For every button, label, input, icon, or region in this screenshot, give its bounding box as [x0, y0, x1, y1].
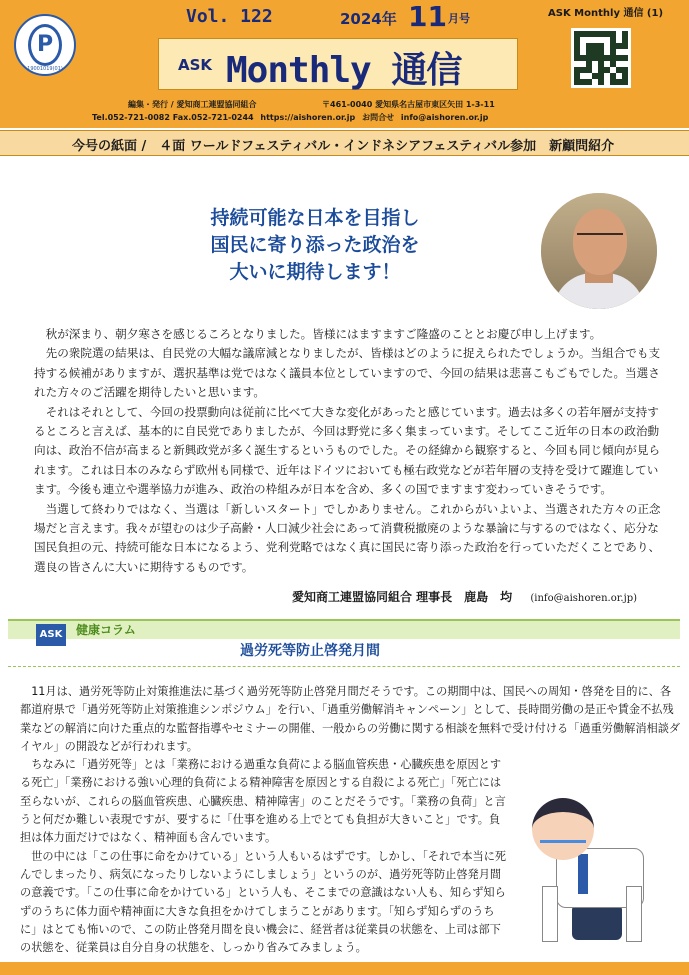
contact-email-link[interactable]: info@aishoren.or.jp	[400, 113, 489, 122]
contact-line	[92, 112, 492, 123]
signature-email: (info@aishoren.or.jp)	[530, 593, 637, 604]
ask-badge: ASK	[36, 624, 66, 646]
headline-line: 持続可能な日本を目指し	[210, 207, 420, 229]
article-paragraph: 秋が深まり、朝夕寒さを感じるころとなりました。皆様にはますますご隆盛のこととお慶び申し上げます。	[45, 327, 602, 341]
publisher: 編集・発行 / 愛知商工連盟協同組合	[128, 100, 257, 109]
chairman-portrait	[541, 193, 657, 309]
column-title: 過労死等防止啓発月間	[240, 643, 380, 659]
issue-year: 2024年	[340, 10, 397, 28]
contact-label: お問合せ	[362, 113, 395, 122]
volume-number: Vol. 122	[186, 6, 273, 27]
table-of-contents	[0, 130, 689, 156]
page-indicator: ASK Monthly 通信 (1)	[548, 8, 664, 19]
article-signature	[292, 588, 637, 605]
column-divider	[8, 666, 680, 667]
privacy-mark-logo	[14, 14, 76, 76]
column-paragraph: ちなみに「過労死等」とは「業務における過重な負荷による脳血管疾患・心臓疾患を原因とする死亡」「業務における強い心理的負荷による精神障害を原因とする自殺による死亡」「死亡には至らないが、これらの脳血管疾患、心臓疾患、精神障害」のことだそうです。「業務の負荷」と言うと何だか難しい表現ですが、要するに「仕事を進める上でとても負担が大きいこと」です。負担は体力面だけではなく、精神面も含んでいます。	[20, 758, 506, 845]
issue-month: 11	[408, 0, 447, 33]
exhausted-worker-illustration	[516, 790, 656, 950]
signature-name: 愛知商工連盟協同組合 理事長 鹿島 均	[292, 590, 513, 604]
main-article-body	[34, 325, 664, 577]
article-paragraph: それはそれとして、今回の投票動向は従前に比べて大きな変化があったと感じています。過去は多くの若年層が支持するところと言えば、基本的に自民党でありましたが、今回は野党に多く集まっています。そしてここ近年の日本の政治動向は、政治不信が高まると新興政党が多く誕生するというものでした。その経緯から観察すると、今回も同じ傾向が見られます。これは日本のみならず欧州も同様で、近年はドイツにおいても極右政党などが若年層の支持を受けて躍進しています。今後も連立や選挙協力が進み、政治の枠組みが日本を含め、多くの国でますます変わっていきそうです。	[34, 404, 661, 497]
website-link[interactable]: https://aishoren.or.jp	[260, 113, 356, 122]
headline-line: 国民に寄り添った政治を	[210, 234, 420, 256]
headline-line: 大いに期待します！	[229, 261, 401, 283]
article-paragraph: 当選して終わりではなく、当選は「新しいスタート」でしかありません。これからがいよいよ、当選された方々の正念場だと言えます。我々が望むのは少子高齢・人口減少社会にあって消費税撤廃のような暴論に与するのではなく、応分な国民負担の元、持続可能な日本になるよう、党利党略ではなく真に国民に寄り添った政治を行っていただくことであり、選良の皆さんに大いに期待するものです。	[34, 501, 661, 574]
newsletter-title: Monthly 通信	[226, 50, 462, 91]
brand-ask: ASK	[178, 56, 213, 74]
p-mark-icon: P	[28, 24, 62, 66]
column-paragraph: 11月は、過労死等防止対策推進法に基づく過労死等防止啓発月間だそうです。この期間中は、国民への周知・啓発を目的に、各都道府県で「過労死等防止対策推進シンポジウム」を行い、「過重労働解消キャンペーン」として、長時間労働の是正や賃金不払残業などの解消に向けた重点的な監督指導やセミナーの開催、一般からの労働に関する相談を無料で受け付ける「過重労働解消相談ダイヤル」の開設などが行われます。	[20, 685, 681, 753]
footer-bar	[0, 962, 689, 975]
address: 〒461-0040 愛知県名古屋市東区矢田 1-3-11	[322, 100, 495, 109]
logo-number: 19001019(01)	[27, 66, 63, 72]
main-headline	[130, 205, 500, 286]
issue-month-suffix: 月号	[448, 12, 470, 25]
qr-code-icon[interactable]	[571, 28, 631, 88]
column-paragraph: 世の中には「この仕事に命をかけている」という人もいるはずです。しかし、「それで本当に死んでしまったり、病気になったりしないようにしましょう」というのが、過労死等防止啓発月間の意義です。「この仕事に命をかけている」という人も、そこまでの意識はない人も、知らず知らずのうちに体力面や精神面に大きな負担をかけてしまうことがあります。「知らず知らずのうちに」はとても怖いので、この防止啓発月間を良い機会に、経営者は従業員の状態を、上司は部下の状態を、従業員は自分自身の状態を、しっかり省みてみましょう。	[20, 849, 507, 955]
toc-text: 今号の紙面 / ４面 ワールドフェスティバル・インドネシアフェスティバル参加 新顧問紹介	[72, 139, 615, 154]
column-label: 健康コラム	[76, 623, 136, 637]
article-paragraph: 先の衆院選の結果は、自民党の大幅な議席減となりましたが、皆様はどのように捉えられたでしょうか。当組合でも支持する候補がありますが、選択基準は党ではなく議員本位としていますので、今回の結果は悲喜こもごもでした。当選された方々のご活躍を期待したいと思います。	[34, 346, 661, 400]
tel-fax: Tel.052-721-0082 Fax.052-721-0244	[92, 113, 254, 122]
